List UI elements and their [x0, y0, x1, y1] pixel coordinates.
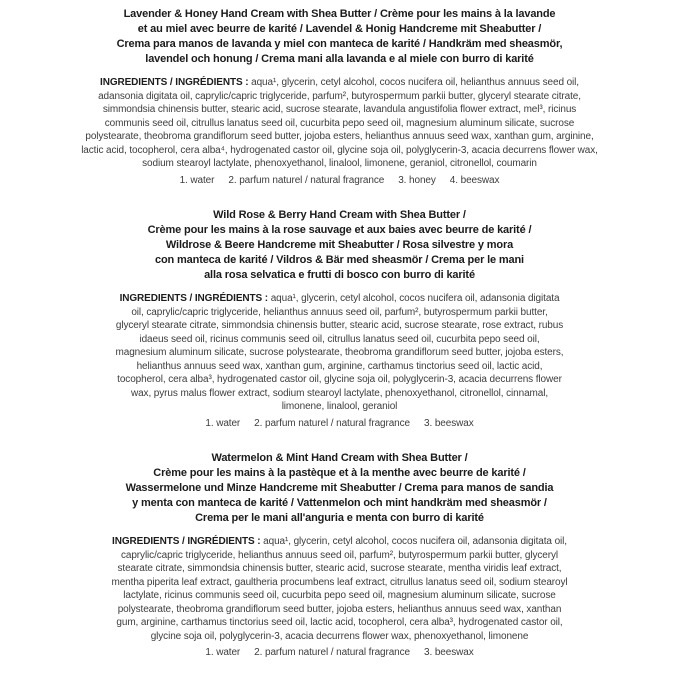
ingredients-paragraph — [116, 292, 564, 414]
ingredients-paragraph — [106, 535, 574, 643]
ingredients-label: INGREDIENTS / INGRÉDIENTS : — [112, 536, 264, 547]
product-title-line: Wassermelone und Minze Handcreme mit Sheabutter / Crema para manos de sandia — [125, 482, 554, 494]
footnote-item: 4. beeswax — [449, 174, 500, 186]
product-title-wild-rose-berry — [0, 208, 679, 283]
footnote-item: 1. water — [205, 417, 241, 429]
product-title-line: et au miel avec beurre de karité / Lavendel & Honig Handcreme mit Sheabutter / — [137, 23, 542, 35]
ingredients-text: aqua¹, glycerin, cetyl alcohol, cocos nucifera oil, adansonia digitata oil, caprylic/capric triglyceride, helianthus annuus seed oil, parfum², butyrospermum parkii butter, glyceryl stearate citrate, simmondsia chinensis butter, stearic acid, sucrose stearate, mentha viridis leaf extract, mentha piperita leaf extract, gaultheria procumbens leaf extract, citrullus lanatus seed oil, sodium stearoyl lactylate, ricinus communis seed oil, cucurbita pepo seed oil, magnesium aluminum silicate, sucrose polystearate, theobroma grandiflorum seed butter, jojoba esters, helianthus annuus seed wax, xanthan gum, arginine, carthamus tinctorius seed oil, lactic acid, tocopherol, cera alba³, hydrogenated castor oil, glycine soja oil, polyglycerin-3, acacia decurrens flower wax, phenoxyethanol, limonene — [111, 536, 568, 642]
product-title-line: Crema para manos de lavanda y miel con manteca de karité / Handkräm med sheasmör, — [116, 38, 563, 50]
ingredients-paragraph — [80, 76, 600, 171]
footnote-item: 2. parfum naturel / natural fragrance — [228, 174, 385, 186]
product-title-line: Crema per le mani all'anguria e menta con burro di karité — [195, 512, 484, 524]
product-title-line: alla rosa selvatica e frutti di bosco con burro di karité — [204, 269, 475, 281]
product-title-lavender-honey — [0, 7, 679, 67]
footnote-item: 3. beeswax — [424, 647, 474, 658]
product-section-wild-rose-berry — [0, 208, 679, 430]
ingredients-label: INGREDIENTS / INGRÉDIENTS : — [100, 77, 252, 88]
footnote-row — [0, 646, 679, 660]
footnote-row — [0, 417, 679, 431]
ingredients-text: aqua¹, glycerin, cetyl alcohol, cocos nucifera oil, adansonia digitata oil, caprylic/capric triglyceride, helianthus annuus seed oil, parfum², butyrospermum parkii butter, glyceryl stearate citrate, simmondsia chinensis butter, stearic acid, sucrose stearate, rose extract, rubus idaeus seed oil, ricinus communis seed oil, citrullus lanatus seed oil, cucurbita pepo seed oil, magnesium aluminum silicate, sucrose polystearate, theobroma grandiflorum seed butter, jojoba esters, helianthus annuus seed wax, xanthan gum, arginine, carthamus tinctorius seed oil, lactic acid, tocopherol, cera alba³, hydrogenated castor oil, glycine soja oil, polyglycerin-3, acacia decurrens flower wax, pyrus malus flower extract, sodium stearoyl lactylate, phenoxyethanol, citronellol, cinnamal, limonene, linalool, geraniol — [115, 293, 564, 412]
footnote-item: 2. parfum naturel / natural fragrance — [254, 647, 411, 658]
product-title-watermelon-mint — [0, 451, 679, 526]
footnote-item: 1. water — [205, 647, 241, 658]
footnote-item: 3. beeswax — [424, 417, 474, 429]
footnote-item: 3. honey — [398, 174, 436, 186]
ingredients-label: INGREDIENTS / INGRÉDIENTS : — [119, 293, 271, 304]
product-title-line: y menta con manteca de karité / Vattenmelon och mint handkräm med sheasmör / — [132, 497, 547, 509]
ingredients-text: aqua¹, glycerin, cetyl alcohol, cocos nucifera oil, helianthus annuus seed oil, adansonia digitata oil, caprylic/capric triglyceride, parfum², butyrospermum parkii butter, glyceryl stearate citrate, simmondsia chinensis butter, stearic acid, sucrose stearate, lavandula angustifolia flower extract, mel³, ricinus communis seed oil, citrullus lanatus seed oil, cucurbita pepo seed oil, magnesium aluminum silicate, sucrose polystearate, theobroma grandiflorum seed butter, jojoba esters, helianthus annuus seed wax, xanthan gum, arginine, lactic acid, tocopherol, cera alba⁴, hydrogenated castor oil, glycine soja oil, polyglycerin-3, acacia decurrens flower wax, sodium stearoyl lactylate, phenoxyethanol, linalool, limonene, geraniol, citronellol, coumarin — [81, 77, 598, 169]
product-title-line: Lavender & Honey Hand Cream with Shea Butter / Crème pour les mains à la lavande — [123, 8, 556, 20]
product-section-lavender-honey — [0, 7, 679, 187]
product-title-line: lavendel och honung / Crema mani alla lavanda e al miele con burro di karité — [145, 53, 534, 65]
product-title-line: Crème pour les mains à la rose sauvage et aux baies avec beurre de karité / — [147, 224, 532, 236]
footnote-row — [0, 174, 679, 188]
footnote-item: 2. parfum naturel / natural fragrance — [254, 417, 411, 429]
product-title-line: con manteca de karité / Vildros & Bär med sheasmör / Crema per le mani — [155, 254, 524, 266]
product-title-line: Crème pour les mains à la pastèque et à la menthe avec beurre de karité / — [153, 467, 526, 479]
product-title-line: Wildrose & Beere Handcreme mit Sheabutter / Rosa silvestre y mora — [165, 239, 514, 251]
product-section-watermelon-mint — [0, 451, 679, 660]
product-title-line: Watermelon & Mint Hand Cream with Shea Butter / — [211, 452, 468, 464]
product-title-line: Wild Rose & Berry Hand Cream with Shea Butter / — [213, 209, 466, 221]
footnote-item: 1. water — [179, 174, 215, 186]
